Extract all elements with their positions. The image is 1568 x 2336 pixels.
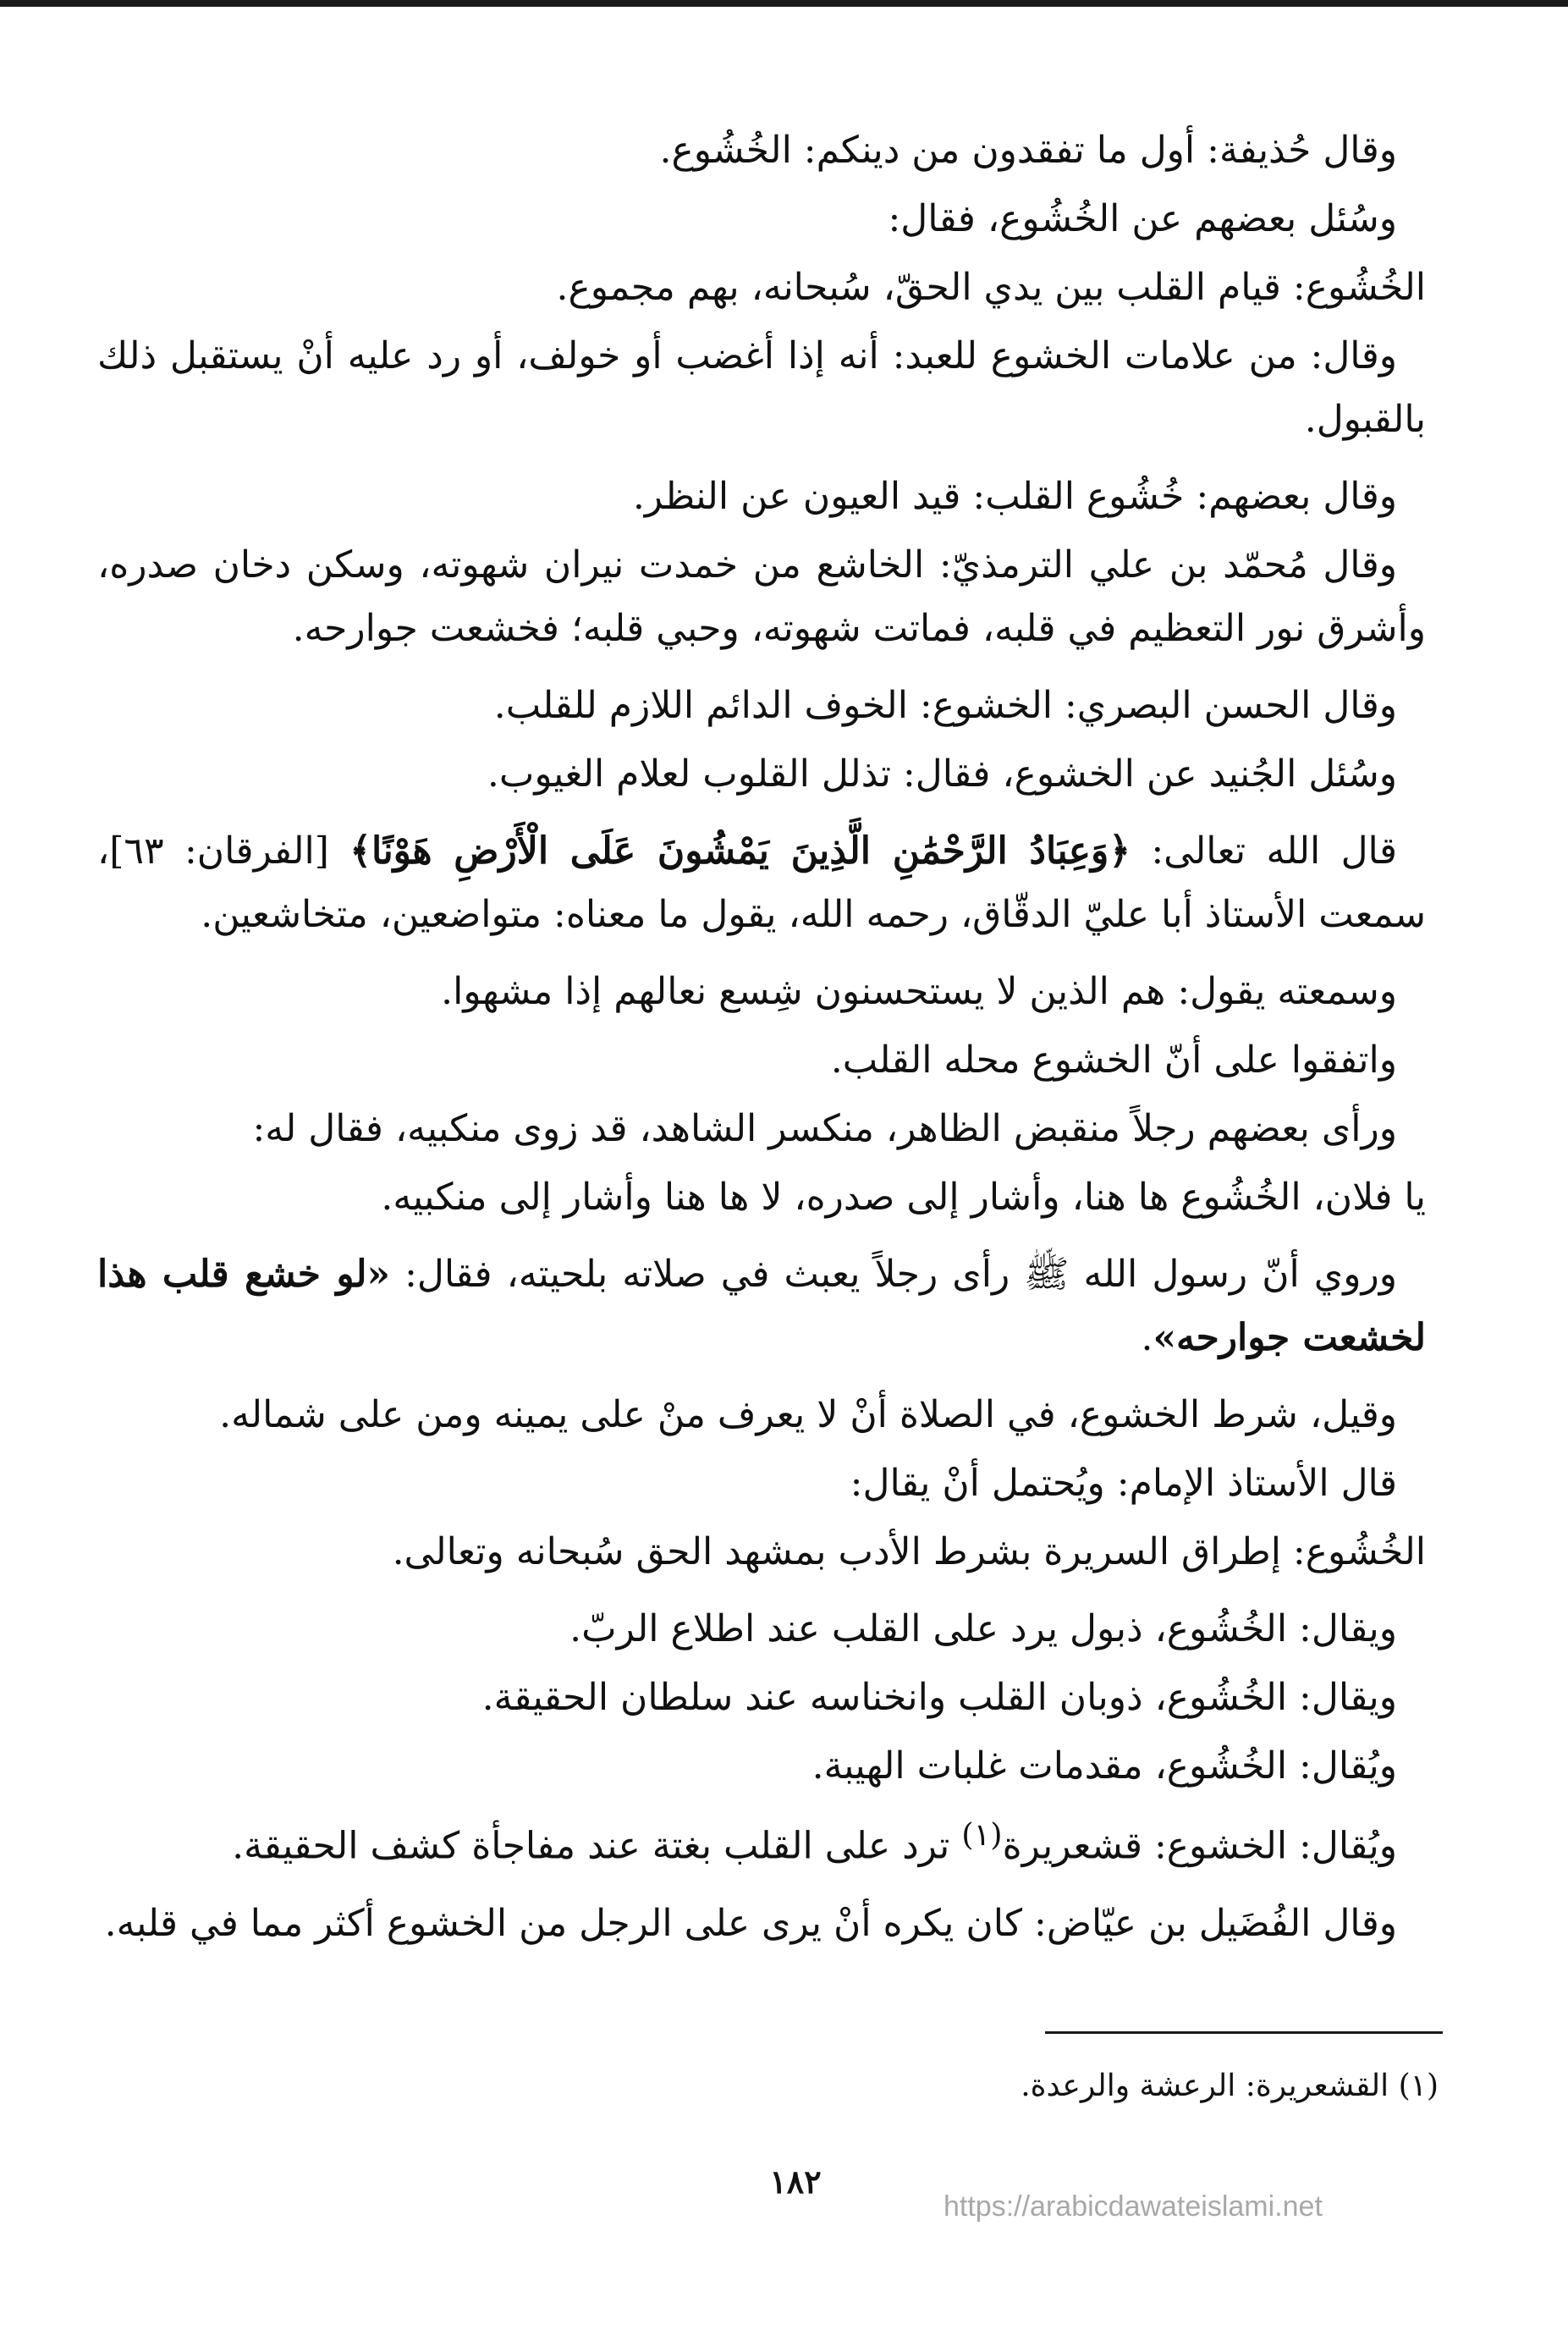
paragraph-melting: ويقال: الخُشُوع، ذوبان القلب وانخناسه عند سلطان الحقيقة. [481, 1676, 1397, 1719]
paragraph-awe: ويُقال: الخُشُوع، مقدمات غلبات الهيبة. [812, 1744, 1397, 1788]
paragraph-fudayl: وقال الفُضَيل بن عيّاض: كان يكره أنْ يرى على الرجل من الخشوع أكثر مما في قلبه. [104, 1901, 1397, 1945]
paragraph-signs: وقال: من علامات الخشوع للعبد: أنه إذا أغضب أو خولف، أو رد عليه أنْ يستقبل ذلك بالقبول. [97, 334, 1426, 441]
paragraph-tirmidhi: وقال مُحمّد بن علي الترمذيّ: الخاشع من خمدت نيران شهوته، وسكن دخان صدره، وأشرق نور التعظيم في قلبه، فماتت شهوته، وحبي قلبه؛ فخشعت جوارحه. [97, 543, 1426, 650]
paragraph-imam: قال الأستاذ الإمام: ويُحتمل أنْ يقال: [850, 1462, 1397, 1505]
footnote-separator [1045, 2031, 1443, 2034]
paragraph-here: يا فلان، الخُشُوع ها هنا، وأشار إلى صدره، لا ها هنا وأشار إلى منكبيه. [381, 1176, 1426, 1219]
paragraph-quran [97, 819, 1426, 946]
paragraph-definition: الخُشُوع: قيام القلب بين يدي الحقّ، سُبحانه، بهم مجموع. [556, 266, 1426, 309]
watermark-url: https://arabicdawateislami.net [944, 2190, 1323, 2223]
paragraph-heart: واتفقوا على أنّ الخشوع محله القلب. [830, 1039, 1397, 1082]
quran-intro-text: قال الله تعالى: [1130, 829, 1397, 873]
top-border-rule [0, 0, 1568, 7]
footnote: (١) القشعريرة: الرعشة والرعدة. [1021, 2069, 1439, 2103]
paragraph-withering: ويقال: الخُشُوع، ذبول يرد على القلب عند اطلاع الربّ. [569, 1607, 1397, 1650]
paragraph-lowering: الخُشُوع: إطراق السريرة بشرط الأدب بمشهد الحق سُبحانه وتعالى. [392, 1530, 1426, 1573]
page-body [97, 118, 1426, 1960]
paragraph-sandals: وسمعته يقول: هم الذين لا يستحسنون شِسع نعالهم إذا مشهوا. [441, 970, 1397, 1013]
hadith-end-text: . [1141, 1316, 1153, 1359]
paragraph-eyes: وقال بعضهم: خُشُوع القلب: قيد العيون عن النظر. [632, 475, 1397, 518]
paragraph-shiver [97, 1803, 1426, 1878]
paragraph-junayd: وسُئل الجُنيد عن الخشوع، فقال: تذلل القلوب لعلام الغيوب. [487, 752, 1397, 796]
paragraph-shoulders: ورأى بعضهم رجلاً منقبض الظاهر، منكسر الشاهد، قد زوى منكبيه، فقال له: [252, 1107, 1397, 1150]
shiver-text: ويُقال: الخشوع: قشعريرة [1002, 1824, 1397, 1868]
quran-citation-text: [الفرقان: ٦٣]، سمعت الأستاذ أبا عليّ الدقّاق، رحمه الله، يقول ما معناه: متواضعين، متخاشعين. [97, 829, 1426, 936]
footnote-marker: (١) [961, 1816, 1003, 1853]
quran-verse: ﴿وَعِبَادُ الرَّحْمَٰنِ الَّذِينَ يَمْشُونَ عَلَى الْأَرْضِ هَوْنًا﴾ [349, 829, 1131, 873]
paragraph-prayer-condition: وقيل، شرط الخشوع، في الصلاة أنْ لا يعرف منْ على يمينه ومن على شماله. [219, 1393, 1397, 1436]
paragraph-hadith [97, 1242, 1426, 1369]
hadith-quote: «لو خشع قلب هذا لخشعت جوارحه» [97, 1253, 1426, 1359]
paragraph-hasan-basri: وقال الحسن البصري: الخشوع: الخوف الدائم اللازم للقلب. [493, 684, 1397, 727]
paragraph-question: وسُئل بعضهم عن الخُشُوع، فقال: [888, 197, 1397, 240]
paragraph-hudhayfa: وقال حُذيفة: أول ما تفقدون من دينكم: الخُشُوع. [659, 129, 1397, 172]
hadith-intro-text: وروي أنّ رسول الله ﷺ رأى رجلاً يعبث في صلاته بلحيته، فقال: [390, 1253, 1397, 1296]
shiver-end-text: ترد على القلب بغتة عند مفاجأة كشف الحقيقة. [232, 1824, 962, 1868]
page-number: ١٨٢ [769, 2162, 822, 2201]
